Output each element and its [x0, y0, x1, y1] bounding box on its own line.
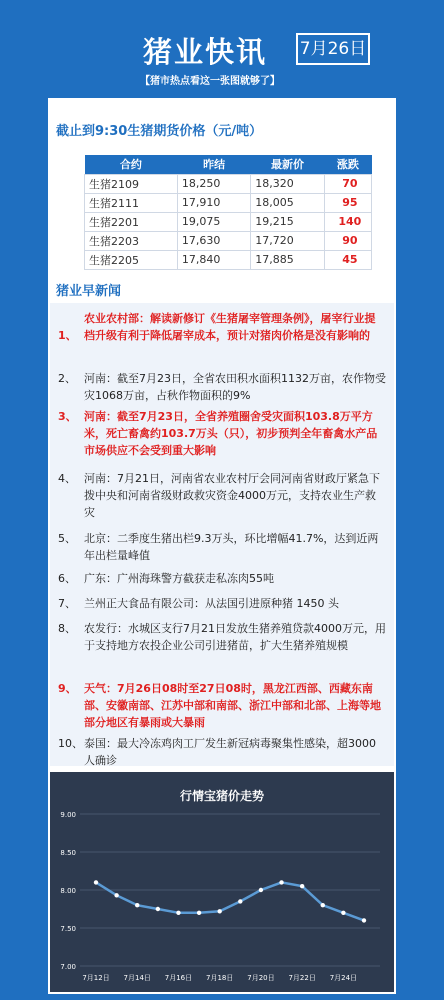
series-line — [96, 882, 364, 920]
news-number: 10、 — [58, 737, 83, 750]
news-text: 北京：二季度生猪出栏9.3万头，环比增幅41.7%，达到近两年出栏量峰值 — [84, 532, 379, 562]
news-number: 3、 — [58, 410, 77, 423]
data-point — [259, 888, 263, 892]
data-point — [300, 884, 304, 888]
news-number: 2、 — [58, 372, 76, 385]
column-header: 昨结 — [177, 155, 250, 174]
x-tick-label: 7月22日 — [288, 974, 316, 982]
table-row — [85, 193, 372, 212]
change-cell: 45 — [324, 250, 371, 269]
data-point — [176, 911, 180, 915]
news-text: 河南：7月21日，河南省农业农村厅会同河南省财政厅紧急下拨中央和河南省级财政救灾资金4000万元，支持农业生产救灾 — [84, 472, 380, 519]
column-header: 涨跌 — [324, 155, 371, 174]
news-number: 1、 — [58, 329, 77, 342]
y-tick-label: 9.00 — [60, 811, 76, 819]
prev-settle-cell: 18,250 — [177, 174, 250, 193]
column-header: 最新价 — [251, 155, 324, 174]
news-number: 5、 — [58, 532, 76, 545]
news-number: 7、 — [58, 597, 76, 610]
data-point — [114, 893, 118, 897]
latest-price-cell: 17,885 — [251, 250, 324, 269]
change-cell: 90 — [324, 231, 371, 250]
news-text: 天气：7月26日08时至27日08时，黑龙江西部、西藏东南部、安徽南部、江苏中部和南部、浙江中部和北部、上海等地部分地区有暴雨或大暴雨 — [84, 682, 381, 729]
news-text: 广东：广州海珠警方截获走私冻肉55吨 — [84, 572, 274, 585]
news-text: 农发行：水城区支行7月21日发放生猪养殖贷款4000万元，用于支持地方农投企业公司引进猪苗，扩大生猪养殖规模 — [84, 622, 386, 652]
news-number: 4、 — [58, 472, 76, 485]
news-text: 河南：截至7月23日，全省养殖圈舍受灾面积103.8万平方米，死亡畜禽约103.7万头（只），初步预判全年畜禽水产品市场供应不会受到重大影响 — [84, 410, 378, 457]
y-tick-label: 7.00 — [60, 963, 76, 971]
change-cell: 140 — [324, 212, 371, 231]
latest-price-cell: 18,320 — [251, 174, 324, 193]
data-point — [238, 899, 242, 903]
x-tick-label: 7月16日 — [164, 974, 193, 982]
data-point — [362, 918, 366, 922]
prev-settle-cell: 17,630 — [177, 231, 250, 250]
latest-price-cell: 19,215 — [251, 212, 324, 231]
x-tick-label: 7月18日 — [206, 974, 234, 982]
price-chart — [50, 772, 394, 992]
y-tick-label: 7.50 — [60, 925, 76, 933]
table-row — [85, 174, 372, 193]
contract-cell: 生猪2109 — [85, 174, 178, 193]
change-cell: 95 — [324, 193, 371, 212]
data-point — [279, 880, 283, 884]
news-number: 9、 — [58, 682, 77, 695]
change-cell: 70 — [324, 174, 371, 193]
futures-table-header — [85, 155, 372, 174]
data-point — [94, 880, 98, 884]
news-text: 泰国：最大冷冻鸡肉工厂发生新冠病毒聚集性感染，超3000人确诊 — [84, 737, 376, 767]
data-point — [341, 911, 345, 915]
data-point — [321, 903, 325, 907]
column-header: 合约 — [85, 155, 178, 174]
data-point — [135, 903, 139, 907]
page-subtitle: 【猪市热点看这一张图就够了】 — [140, 76, 280, 87]
chart-title: 行情宝猪价走势 — [179, 789, 264, 803]
y-tick-label: 8.50 — [60, 849, 76, 857]
page-title: 猪业快讯 — [142, 35, 267, 69]
y-tick-label: 8.00 — [60, 887, 76, 895]
news-number: 8、 — [58, 622, 76, 635]
data-point — [156, 907, 160, 911]
news-section-title: 猪业早新闻 — [56, 284, 122, 299]
contract-cell: 生猪2201 — [85, 212, 178, 231]
table-row — [85, 212, 372, 231]
prev-settle-cell: 19,075 — [177, 212, 250, 231]
contract-cell: 生猪2203 — [85, 231, 178, 250]
latest-price-cell: 17,720 — [251, 231, 324, 250]
news-text: 兰州正大食品有限公司：从法国引进原种猪 1450 头 — [84, 597, 339, 610]
table-row — [85, 231, 372, 250]
x-tick-label: 7月20日 — [247, 974, 275, 982]
data-point — [197, 911, 201, 915]
futures-section-title: 截止到9:30生猪期货价格（元/吨） — [56, 124, 263, 139]
prev-settle-cell: 17,910 — [177, 193, 250, 212]
news-number: 6、 — [58, 572, 76, 585]
news-text: 河南：截至7月23日，全省农田积水面积1132万亩，农作物受灾1068万亩，占秋作物面积的9% — [84, 372, 386, 402]
header — [0, 0, 444, 92]
contract-cell: 生猪2205 — [85, 250, 178, 269]
latest-price-cell: 18,005 — [251, 193, 324, 212]
x-tick-label: 7月12日 — [82, 974, 110, 982]
x-tick-label: 7月24日 — [329, 974, 358, 982]
futures-table — [84, 155, 372, 270]
prev-settle-cell: 17,840 — [177, 250, 250, 269]
news-text: 农业农村部：解读新修订《生猪屠宰管理条例》，屠宰行业提档升级有利于降低屠宰成本，预计对猪肉价格是没有影响的 — [84, 312, 376, 342]
date-badge: 7月26日 — [296, 33, 370, 65]
chart-svg — [50, 772, 394, 992]
table-row — [85, 250, 372, 269]
contract-cell: 生猪2111 — [85, 193, 178, 212]
data-point — [217, 909, 221, 913]
x-tick-label: 7月14日 — [123, 974, 151, 982]
